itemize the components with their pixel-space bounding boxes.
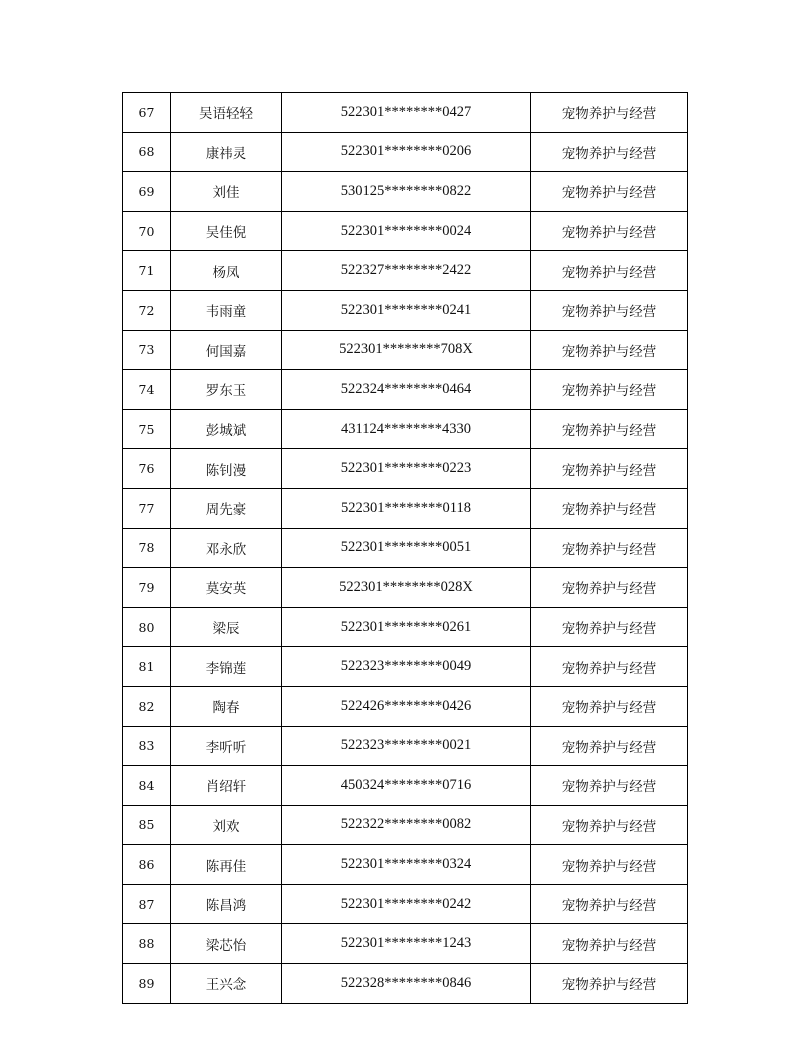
student-name-cell: 韦雨童 <box>171 290 282 330</box>
id-number-cell: 522301********0223 <box>282 449 531 489</box>
id-number-cell: 522328********0846 <box>282 964 531 1004</box>
id-number-cell: 522301********708X <box>282 330 531 370</box>
id-number-cell: 522301********0118 <box>282 488 531 528</box>
student-name-cell: 何国嘉 <box>171 330 282 370</box>
table-row <box>123 924 688 964</box>
major-cell: 宠物养护与经营 <box>531 607 688 647</box>
table-row <box>123 964 688 1004</box>
table-row <box>123 211 688 251</box>
student-name-cell: 梁芯怡 <box>171 924 282 964</box>
id-number-cell: 522426********0426 <box>282 686 531 726</box>
id-number-cell: 522301********0241 <box>282 290 531 330</box>
row-number-cell: 87 <box>123 884 171 924</box>
student-name-cell: 刘佳 <box>171 172 282 212</box>
id-number-cell: 522323********0049 <box>282 647 531 687</box>
row-number-cell: 85 <box>123 805 171 845</box>
row-number-cell: 79 <box>123 568 171 608</box>
major-cell: 宠物养护与经营 <box>531 884 688 924</box>
row-number-cell: 75 <box>123 409 171 449</box>
row-number-cell: 89 <box>123 964 171 1004</box>
roster-table-body <box>123 93 688 1004</box>
student-name-cell: 莫安英 <box>171 568 282 608</box>
major-cell: 宠物养护与经营 <box>531 409 688 449</box>
row-number-cell: 81 <box>123 647 171 687</box>
row-number-cell: 74 <box>123 370 171 410</box>
row-number-cell: 78 <box>123 528 171 568</box>
table-row <box>123 93 688 133</box>
major-cell: 宠物养护与经营 <box>531 488 688 528</box>
major-cell: 宠物养护与经营 <box>531 251 688 291</box>
student-name-cell: 陈再佳 <box>171 845 282 885</box>
table-row <box>123 330 688 370</box>
row-number-cell: 84 <box>123 766 171 806</box>
student-name-cell: 杨凤 <box>171 251 282 291</box>
id-number-cell: 522327********2422 <box>282 251 531 291</box>
student-roster-table <box>122 92 688 1004</box>
major-cell: 宠物养护与经营 <box>531 964 688 1004</box>
major-cell: 宠物养护与经营 <box>531 766 688 806</box>
id-number-cell: 522323********0021 <box>282 726 531 766</box>
id-number-cell: 522301********028X <box>282 568 531 608</box>
row-number-cell: 73 <box>123 330 171 370</box>
student-name-cell: 陈钊漫 <box>171 449 282 489</box>
id-number-cell: 522301********0206 <box>282 132 531 172</box>
major-cell: 宠物养护与经营 <box>531 568 688 608</box>
table-row <box>123 686 688 726</box>
row-number-cell: 71 <box>123 251 171 291</box>
id-number-cell: 450324********0716 <box>282 766 531 806</box>
row-number-cell: 72 <box>123 290 171 330</box>
row-number-cell: 76 <box>123 449 171 489</box>
table-row <box>123 488 688 528</box>
id-number-cell: 522301********1243 <box>282 924 531 964</box>
row-number-cell: 70 <box>123 211 171 251</box>
id-number-cell: 522301********0242 <box>282 884 531 924</box>
major-cell: 宠物养护与经营 <box>531 93 688 133</box>
id-number-cell: 522324********0464 <box>282 370 531 410</box>
major-cell: 宠物养护与经营 <box>531 528 688 568</box>
student-name-cell: 王兴念 <box>171 964 282 1004</box>
table-row <box>123 766 688 806</box>
row-number-cell: 82 <box>123 686 171 726</box>
student-name-cell: 吴语轻轻 <box>171 93 282 133</box>
major-cell: 宠物养护与经营 <box>531 647 688 687</box>
table-row <box>123 449 688 489</box>
student-name-cell: 肖绍轩 <box>171 766 282 806</box>
student-name-cell: 邓永欣 <box>171 528 282 568</box>
id-number-cell: 522301********0261 <box>282 607 531 647</box>
student-name-cell: 罗东玉 <box>171 370 282 410</box>
table-row <box>123 132 688 172</box>
major-cell: 宠物养护与经营 <box>531 330 688 370</box>
student-name-cell: 李听听 <box>171 726 282 766</box>
major-cell: 宠物养护与经营 <box>531 370 688 410</box>
student-name-cell: 刘欢 <box>171 805 282 845</box>
row-number-cell: 68 <box>123 132 171 172</box>
student-name-cell: 周先豪 <box>171 488 282 528</box>
major-cell: 宠物养护与经营 <box>531 132 688 172</box>
id-number-cell: 522301********0051 <box>282 528 531 568</box>
major-cell: 宠物养护与经营 <box>531 924 688 964</box>
student-name-cell: 梁辰 <box>171 607 282 647</box>
id-number-cell: 431124********4330 <box>282 409 531 449</box>
table-row <box>123 607 688 647</box>
student-name-cell: 吴佳倪 <box>171 211 282 251</box>
major-cell: 宠物养护与经营 <box>531 805 688 845</box>
row-number-cell: 86 <box>123 845 171 885</box>
id-number-cell: 522301********0024 <box>282 211 531 251</box>
row-number-cell: 67 <box>123 93 171 133</box>
major-cell: 宠物养护与经营 <box>531 211 688 251</box>
major-cell: 宠物养护与经营 <box>531 449 688 489</box>
table-row <box>123 845 688 885</box>
table-row <box>123 409 688 449</box>
student-name-cell: 康祎灵 <box>171 132 282 172</box>
table-row <box>123 251 688 291</box>
row-number-cell: 77 <box>123 488 171 528</box>
table-row <box>123 172 688 212</box>
major-cell: 宠物养护与经营 <box>531 845 688 885</box>
major-cell: 宠物养护与经营 <box>531 172 688 212</box>
id-number-cell: 522301********0324 <box>282 845 531 885</box>
table-row <box>123 528 688 568</box>
id-number-cell: 522322********0082 <box>282 805 531 845</box>
row-number-cell: 80 <box>123 607 171 647</box>
id-number-cell: 530125********0822 <box>282 172 531 212</box>
id-number-cell: 522301********0427 <box>282 93 531 133</box>
major-cell: 宠物养护与经营 <box>531 726 688 766</box>
table-row <box>123 726 688 766</box>
row-number-cell: 88 <box>123 924 171 964</box>
student-name-cell: 陶春 <box>171 686 282 726</box>
row-number-cell: 69 <box>123 172 171 212</box>
student-name-cell: 李锦莲 <box>171 647 282 687</box>
table-row <box>123 290 688 330</box>
table-row <box>123 884 688 924</box>
table-row <box>123 568 688 608</box>
table-row <box>123 647 688 687</box>
student-name-cell: 陈昌鸿 <box>171 884 282 924</box>
table-row <box>123 370 688 410</box>
major-cell: 宠物养护与经营 <box>531 290 688 330</box>
student-name-cell: 彭城斌 <box>171 409 282 449</box>
row-number-cell: 83 <box>123 726 171 766</box>
major-cell: 宠物养护与经营 <box>531 686 688 726</box>
table-row <box>123 805 688 845</box>
